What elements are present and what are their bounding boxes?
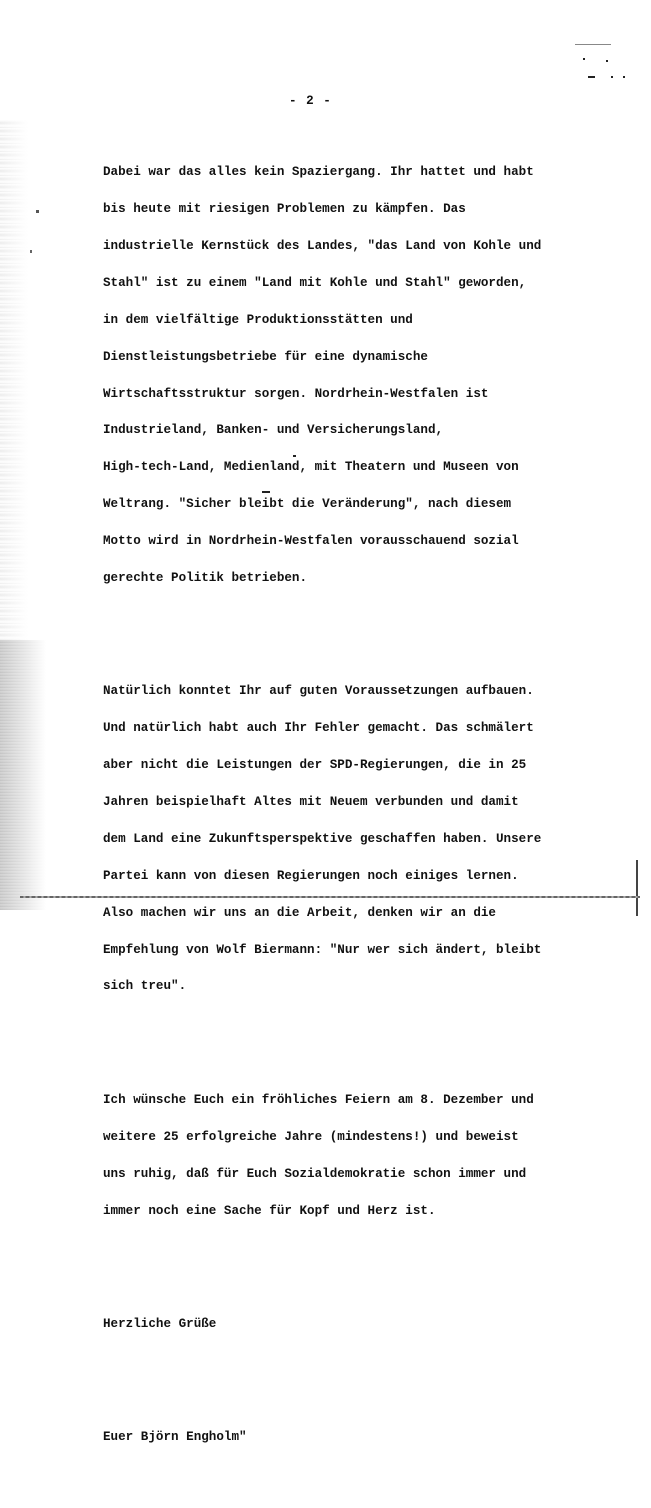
text-line: Motto wird in Nordrhein-Westfalen vorausschauend sozial	[103, 534, 519, 549]
scan-edge-noise-upper	[0, 120, 28, 640]
text-line: Ich wünsche Euch ein fröhliches Feiern am 8. Dezember und	[103, 1092, 534, 1107]
text-line: Natürlich konntet Ihr auf guten Voraussetzungen aufbauen.	[103, 684, 534, 699]
text-line: Weltrang. "Sicher bleibt die Veränderung", nach diesem	[103, 497, 512, 512]
signature-line	[103, 1407, 533, 1468]
scan-speck	[583, 58, 585, 60]
scan-speck	[588, 76, 595, 78]
text-line: High-tech-Land, Medienland, mit Theatern und Museen von	[103, 460, 519, 475]
paragraph-3	[103, 1069, 533, 1241]
text-line: Und natürlich habt auch Ihr Fehler gemacht. Das schmälert	[103, 721, 534, 736]
text-line: Empfehlung von Wolf Biermann: "Nur wer sich ändert, bleibt	[103, 942, 542, 957]
text-line: uns ruhig, daß für Euch Sozialdemokratie schon immer und	[103, 1166, 527, 1181]
text-line: bis heute mit riesigen Problemen zu kämpfen. Das	[103, 202, 466, 217]
text-line: in dem vielfältige Produktionsstätten und	[103, 312, 413, 327]
scan-speck	[623, 76, 625, 78]
text-line: Euer Björn Engholm"	[103, 1430, 247, 1445]
text-line: immer noch eine Sache für Kopf und Herz ist.	[103, 1203, 436, 1218]
scan-speck	[575, 44, 611, 45]
paragraph-2	[103, 661, 542, 1018]
text-line: Also machen wir uns an die Arbeit, denken wir an die	[103, 905, 496, 920]
scan-border-right	[636, 860, 638, 916]
text-line: Dabei war das alles kein Spaziergang. Ihr hattet und habt	[103, 165, 534, 180]
closing-greeting	[103, 1293, 533, 1354]
page-number: - 2 -	[289, 94, 332, 108]
text-line: sich treu".	[103, 979, 187, 994]
letter-body	[103, 117, 542, 1508]
text-line: Wirtschaftsstruktur sorgen. Nordrhein-Westfalen ist	[103, 386, 489, 401]
scan-speck	[36, 210, 39, 213]
scan-speck	[606, 60, 608, 62]
scan-speck	[30, 250, 32, 253]
text-line: dem Land eine Zukunftsperspektive geschaffen haben. Unsere	[103, 831, 542, 846]
text-line: industrielle Kernstück des Landes, "das Land von Kohle und	[103, 238, 542, 253]
text-line: weitere 25 erfolgreiche Jahre (mindestens!) und beweist	[103, 1129, 519, 1144]
text-line: Industrieland, Banken- und Versicherungsland,	[103, 423, 444, 438]
paragraph-1	[103, 142, 542, 609]
text-line: gerechte Politik betrieben.	[103, 570, 308, 585]
text-line: Partei kann von diesen Regierungen noch einiges lernen.	[103, 868, 519, 883]
text-line: Herzliche Grüße	[103, 1316, 217, 1331]
text-line: Jahren beispielhaft Altes mit Neuem verbunden und damit	[103, 795, 519, 810]
text-line: aber nicht die Leistungen der SPD-Regierungen, die in 25	[103, 758, 527, 773]
text-line: Dienstleistungsbetriebe für eine dynamische	[103, 349, 428, 364]
scan-edge-noise-lower	[0, 640, 46, 910]
scan-speck	[611, 76, 613, 78]
text-line: Stahl" ist zu einem "Land mit Kohle und Stahl" geworden,	[103, 275, 527, 290]
